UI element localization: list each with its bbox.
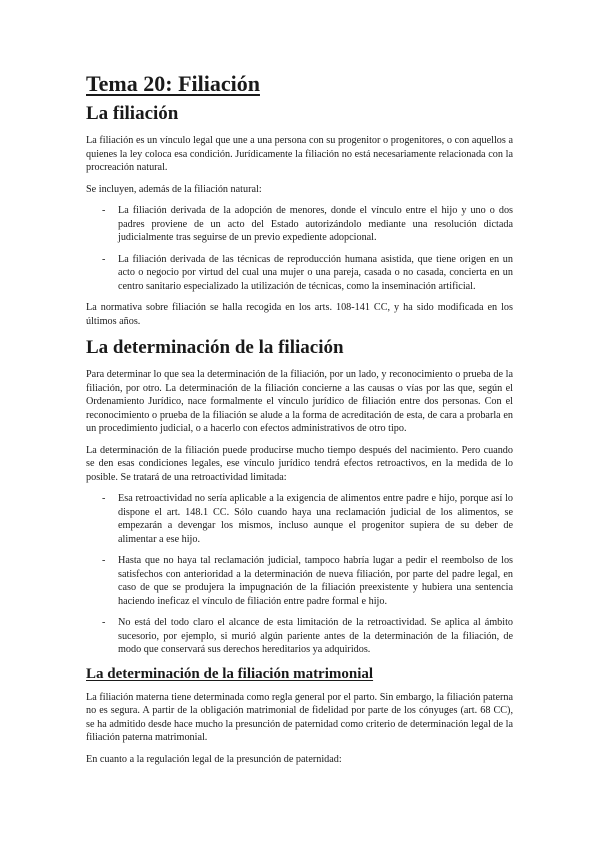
- paragraph: La determinación de la filiación puede producirse mucho tiempo después del nacimiento. Pero cuando se den esas condiciones legales, ese vínculo jurídico tendrá efectos retroactivos, en la medida de lo posible. Se tratará de una retroactividad limitada:: [86, 444, 513, 483]
- dash-list: [86, 492, 513, 657]
- list-item: - La filiación derivada de la adopción de menores, donde el vínculo entre el hijo y uno o dos padres proviene de un acto del Estado autorizándolo mediante una resolución dictada judicialmente tras seguirse de un previo expediente adopcional.: [118, 204, 513, 245]
- paragraph: La normativa sobre filiación se halla recogida en los arts. 108-141 CC, y ha sido modificada en los últimos años.: [86, 302, 513, 327]
- list-item: - La filiación derivada de las técnicas de reproducción humana asistida, que tiene origen en un acto o negocio por virtud del cual una mujer o una pareja, casada o no casada, concierta en un centro sanitario especializado la utilización de técnicas, como la inseminación artificial.: [118, 253, 513, 294]
- document-title: Tema 20: Filiación: [86, 71, 260, 96]
- paragraph: Se incluyen, además de la filiación natural:: [86, 183, 262, 195]
- section-filiacion: [86, 102, 513, 328]
- paragraph: La filiación materna tiene determinada como regla general por el parto. Sin embargo, la filiación paterna no es segura. A partir de la obligación matrimonial de fidelidad por parte de los cónyuges (art. 68 CC), se ha admitido desde hace mucho la presunción de paternidad como criterio de determinación legal de la filiación paterna matrimonial.: [86, 691, 513, 743]
- section-heading-determinacion: La determinación de la filiación: [86, 337, 344, 358]
- list-item: - No está del todo claro el alcance de esta limitación de la retroactividad. Se aplica al ámbito sucesorio, por ejemplo, si murió algún pariente antes de la determinación de la filiación, de modo que conservará sus derechos hereditarios ya adquiridos.: [118, 616, 513, 657]
- paragraph: La filiación es un vínculo legal que une a una persona con su progenitor o progenitores, o con aquellos a quienes la ley coloca esa condición. Jurídicamente la filiación no está necesariamente relacionada con la procreación natural.: [86, 135, 513, 173]
- paragraph: Para determinar lo que sea la determinación de la filiación, por un lado, y reconocimiento o prueba de la filiación, por otro. La determinación de la filiación concierne a las causas o vías por las que, según el Ordenamiento Jurídico, nace formalmente el vínculo jurídico de filiación entre dos personas. Con el reconocimiento o prueba de la filiación se alude a la forma de acreditación de esta, de cara a probarla en un procedimiento judicial, o a hacerlo con efectos administrativos de otro tipo.: [86, 369, 513, 434]
- section-determinacion: [86, 336, 513, 657]
- list-item: - Esa retroactividad no sería aplicable a la exigencia de alimentos entre padre e hijo, porque así lo dispone el art. 148.1 CC. Sólo cuando haya una reclamación judicial de los alimentos, se empezarán a devengar los mismos, incluso aunque el progenitor supiera de su deber de alimentar a ese hijo.: [118, 492, 513, 546]
- paragraph: En cuanto a la regulación legal de la presunción de paternidad:: [86, 753, 342, 765]
- dash-list: [86, 204, 513, 293]
- section-filiacion-matrimonial: [86, 665, 513, 767]
- section-heading-filiacion: La filiación: [86, 103, 179, 124]
- list-item: - Hasta que no haya tal reclamación judicial, tampoco habría lugar a pedir el reembolso de los satisfechos con anterioridad a la determinación de nueva filiación, por parte del padre legal, en caso de que se produjera la impugnación de la filiación preexistente y hubiera una sentencia haciendo ineficaz el vínculo de filiación entre padre formal e hijo.: [118, 554, 513, 608]
- subsection-heading-matrimonial: La determinación de la filiación matrimonial: [86, 665, 374, 682]
